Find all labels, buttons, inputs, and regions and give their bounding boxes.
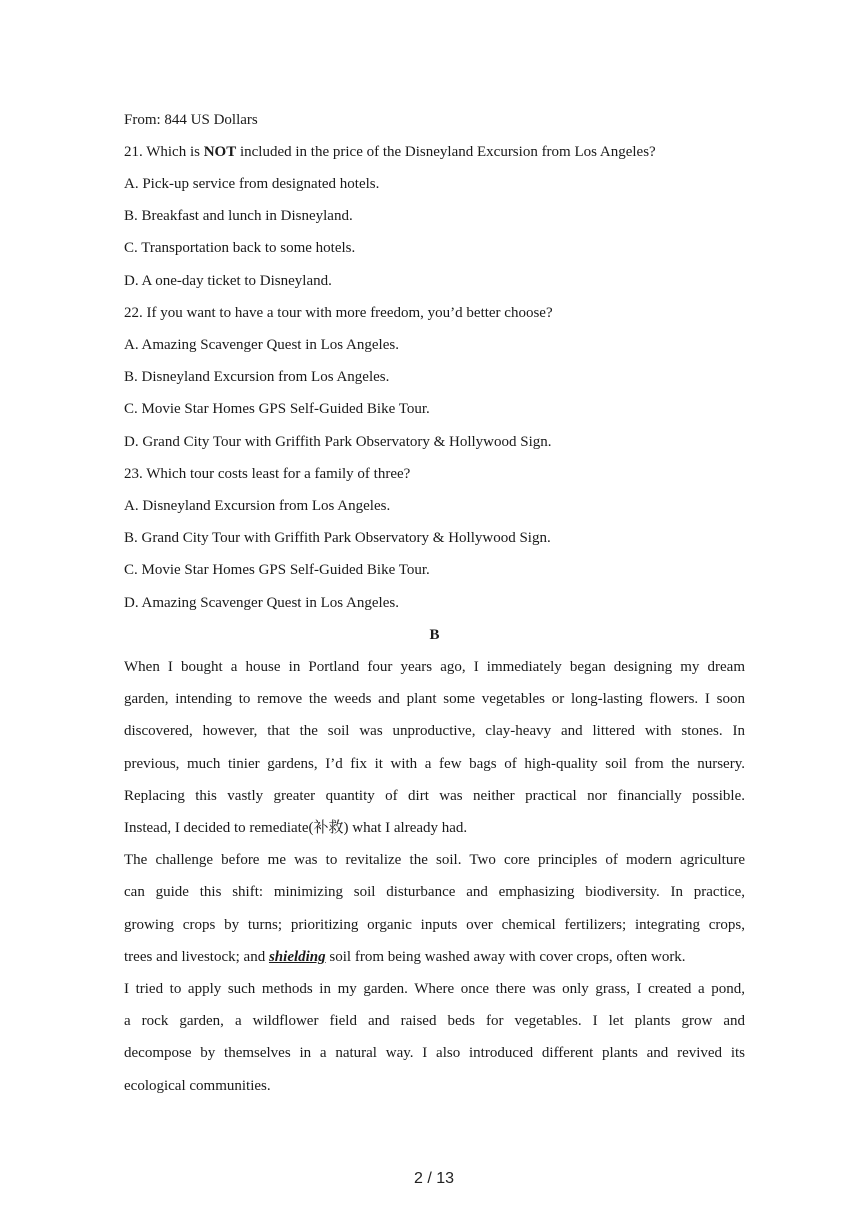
price-line: From: 844 US Dollars — [124, 112, 258, 128]
question-22-stem: 22. If you want to have a tour with more freedom, you’d better choose? — [124, 305, 553, 321]
question-22-option-b: B. Disneyland Excursion from Los Angeles. — [124, 369, 390, 385]
question-21-option-b: B. Breakfast and lunch in Disneyland. — [124, 208, 353, 224]
passage-p2-line: can guide this shift: minimizing soil disturbance and emphasizing biodiversity. In practice, — [124, 884, 745, 900]
question-23-option-a: A. Disneyland Excursion from Los Angeles. — [124, 498, 391, 514]
passage-p2-text-before: trees and livestock; and — [124, 949, 269, 965]
passage-p1-line: Instead, I decided to remediate(补救) what I already had. — [124, 820, 468, 836]
passage-p3-line: a rock garden, a wildflower field and raised beds for vegetables. I let plants grow and — [124, 1013, 745, 1029]
question-21-option-c: C. Transportation back to some hotels. — [124, 240, 356, 256]
passage-p3-line: decompose by themselves in a natural way. I also introduced different plants and revived its — [124, 1045, 745, 1061]
passage-p2-text-after: soil from being washed away with cover crops, often work. — [325, 949, 686, 965]
highlighted-word-shielding: shielding — [268, 949, 326, 965]
question-23-option-d: D. Amazing Scavenger Quest in Los Angeles. — [124, 595, 399, 611]
passage-p3-line: ecological communities. — [124, 1078, 271, 1094]
passage-p2-line: growing crops by turns; prioritizing organic inputs over chemical fertilizers; integrating crops, — [124, 917, 745, 933]
page-number: 2 / 13 — [413, 1170, 455, 1187]
question-21-emphasis: NOT — [203, 144, 237, 160]
passage-p3-line: I tried to apply such methods in my garden. Where once there was only grass, I created a pond, — [124, 981, 745, 997]
passage-p1-line: Replacing this vastly greater quantity of dirt was neither practical nor financially possible. — [124, 788, 745, 804]
question-21-option-a: A. Pick-up service from designated hotels. — [124, 176, 380, 192]
section-heading: B — [429, 627, 440, 643]
passage-p1-line: discovered, however, that the soil was unproductive, clay-heavy and littered with stones. In — [124, 723, 745, 739]
question-23-option-c: C. Movie Star Homes GPS Self-Guided Bike Tour. — [124, 562, 430, 578]
question-22-option-d: D. Grand City Tour with Griffith Park Observatory & Hollywood Sign. — [124, 434, 552, 450]
question-22-option-c: C. Movie Star Homes GPS Self-Guided Bike Tour. — [124, 401, 430, 417]
question-21-prefix: 21. Which is — [124, 144, 204, 160]
question-21-option-d: D. A one-day ticket to Disneyland. — [124, 273, 332, 289]
passage-p1-line: previous, much tinier gardens, I’d fix it with a few bags of high-quality soil from the nursery. — [124, 756, 745, 772]
question-23-option-b: B. Grand City Tour with Griffith Park Observatory & Hollywood Sign. — [124, 530, 551, 546]
question-23-stem: 23. Which tour costs least for a family of three? — [124, 466, 411, 482]
question-22-option-a: A. Amazing Scavenger Quest in Los Angeles. — [124, 337, 399, 353]
question-21-stem — [124, 142, 745, 162]
passage-p1-line: garden, intending to remove the weeds and plant some vegetables or long-lasting flowers. I soon — [124, 691, 745, 707]
question-21-suffix: included in the price of the Disneyland Excursion from Los Angeles? — [236, 144, 656, 160]
passage-p2-line: The challenge before me was to revitalize the soil. Two core principles of modern agriculture — [124, 852, 745, 868]
passage-p1-line: When I bought a house in Portland four years ago, I immediately began designing my dream — [124, 659, 745, 675]
passage-p2-last-line — [124, 947, 745, 967]
